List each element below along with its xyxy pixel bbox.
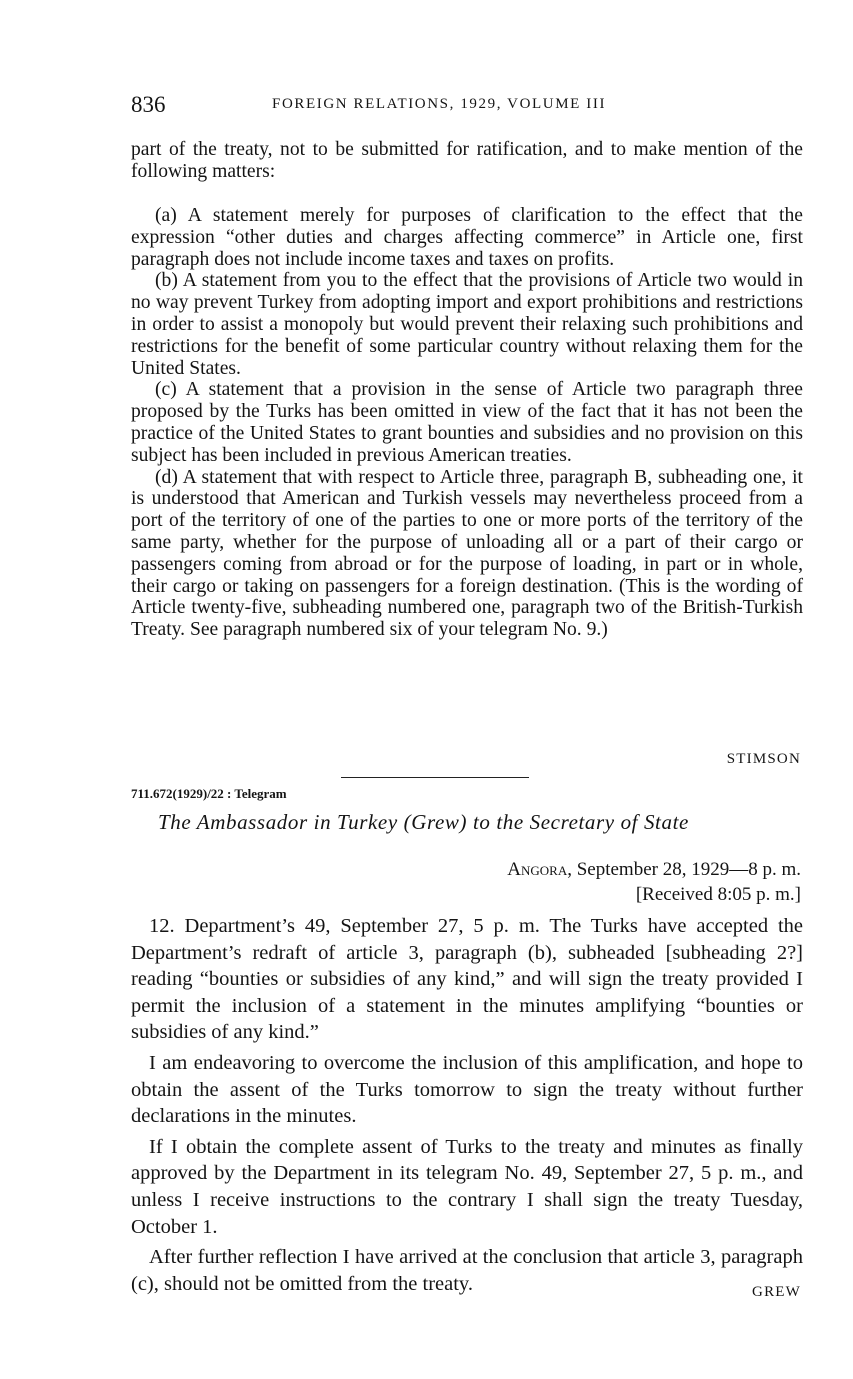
dateline-date: , September 28, 1929—8 p. m. bbox=[567, 859, 801, 880]
file-reference: 711.672(1929)/22 : Telegram bbox=[131, 786, 287, 801]
telegram-paragraph-1: 12. Department’s 49, September 27, 5 p. m. The Turks have accepted the Department’s redraft of article 3, paragraph (b), subheaded [subheading 2?] reading “bounties or subsidies of any kind,” and will sign the treaty provided I permit the inclusion of a statement in the minutes amplifying “bounties or subsidies of any kind.” bbox=[131, 915, 803, 1044]
item-c: (c) A statement that a provision in the sense of Article two paragraph three proposed by the Turks has been omitted in view of the fact that it has not been the practice of the United States to grant bounties and subsidies and no provision on this subject has been included in previous American treaties. bbox=[131, 379, 803, 466]
telegram-body bbox=[131, 913, 803, 1301]
item-a: (a) A statement merely for purposes of clarification to the effect that the expression “other duties and charges affecting commerce” in Article one, first paragraph does not include income taxes and taxes on profits. bbox=[131, 205, 803, 270]
first-doc-items bbox=[131, 205, 803, 641]
signature-stimson: STIMSON bbox=[726, 751, 801, 767]
page-header bbox=[131, 92, 801, 118]
telegram-paragraph-3: If I obtain the complete assent of Turks to the treaty and minutes as finally approved by the Department in its telegram No. 49, September 27, 5 p. m., and unless I receive instructions to the contrary I shall sign the treaty Tuesday, October 1. bbox=[131, 1135, 803, 1238]
telegram-paragraph-2: I am endeavoring to overcome the inclusion of this amplification, and hope to obtain the assent of the Turks tomorrow to sign the treaty without further declarations in the minutes. bbox=[131, 1051, 803, 1128]
intro-paragraph: part of the treaty, not to be submitted for ratification, and to make mention of the following matters: bbox=[131, 139, 803, 182]
dateline-place: Angora bbox=[507, 859, 568, 880]
section-divider bbox=[341, 777, 529, 778]
first-doc-intro bbox=[131, 139, 803, 183]
item-b: (b) A statement from you to the effect that the provisions of Article two would in no way prevent Turkey from adopting import and export prohibitions and restrictions in order to assist a monopoly but would prevent their relaxing such prohibitions and restrictions for the benefit of some particular country without relaxing them for the United States. bbox=[131, 270, 803, 379]
document-title: The Ambassador in Turkey (Grew) to the Secretary of State bbox=[158, 810, 689, 834]
running-head: FOREIGN RELATIONS, 1929, VOLUME III bbox=[272, 96, 607, 112]
page-number: 836 bbox=[131, 92, 166, 117]
telegram-paragraph-4: After further reflection I have arrived at the conclusion that article 3, paragraph (c), should not be omitted from the treaty. bbox=[131, 1246, 803, 1295]
signature-grew: GREW bbox=[752, 1284, 801, 1300]
received-note: [Received 8:05 p. m.] bbox=[635, 884, 801, 905]
dateline bbox=[507, 859, 801, 881]
item-d: (d) A statement that with respect to Article three, paragraph B, subheading one, it is understood that American and Turkish vessels may nevertheless proceed from a port of the territory of one of the parties to one or more ports of the territory of the same party, whether for the purpose of unloading all or a part of their cargo or passengers coming from abroad or for the purpose of loading, in part or in whole, their cargo or taking on passengers for a foreign destination. (This is the wording of Article twenty-five, subheading numbered one, paragraph two of the British-Turkish Treaty. See paragraph numbered six of your telegram No. 9.) bbox=[131, 466, 803, 641]
